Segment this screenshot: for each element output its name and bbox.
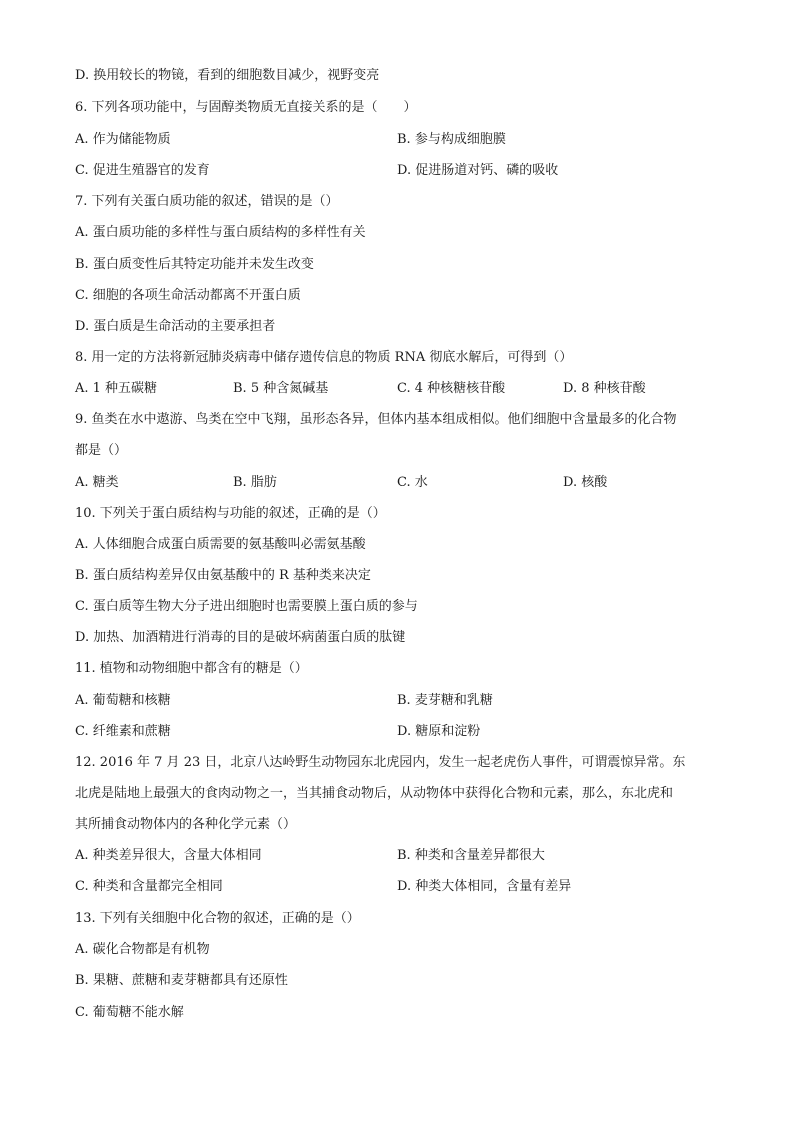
q11-option-c: C. 纤维素和蔗糖	[75, 724, 171, 739]
q12-option-a: A. 种类差异很大，含量大体相同	[75, 848, 262, 863]
question-12-stem-line1: 12. 2016 年 7 月 23 日，北京八达岭野生动物园东北虎园内，发生一起老虎伤人事件，可谓震惊异常。东	[75, 755, 686, 770]
q8-option-b: B. 5 种含氮碱基	[233, 381, 329, 396]
question-12-options-row2	[75, 877, 734, 897]
question-9-stem-line1: 9. 鱼类在水中遨游、鸟类在空中飞翔，虽形态各异，但体内基本组成相似。他们细胞中含量最多的化合物	[75, 412, 677, 427]
question-6-options-row2	[75, 161, 734, 181]
q7-option-a: A. 蛋白质功能的多样性与蛋白质结构的多样性有关	[75, 225, 366, 240]
question-11-options-row2	[75, 722, 734, 742]
q13-option-b: B. 果糖、蔗糖和麦芽糖都具有还原性	[75, 973, 288, 988]
question-8-options	[75, 379, 734, 399]
q6-option-c: C. 促进生殖器官的发育	[75, 163, 210, 178]
q8-option-a: A. 1 种五碳糖	[75, 381, 158, 396]
q12-option-c: C. 种类和含量都完全相同	[75, 879, 223, 894]
q5-option-d: D. 换用较长的物镜，看到的细胞数目减少，视野变亮	[75, 68, 380, 83]
q11-option-a: A. 葡萄糖和核糖	[75, 693, 171, 708]
q9-option-d: D. 核酸	[563, 475, 608, 490]
question-12-options-row1	[75, 846, 734, 866]
q12-option-d: D. 种类大体相同，含量有差异	[397, 879, 572, 894]
question-8-stem: 8. 用一定的方法将新冠肺炎病毒中储存遗传信息的物质 RNA 彻底水解后，可得到（）	[75, 350, 573, 365]
q6-option-d: D. 促进肠道对钙、磷的吸收	[397, 163, 559, 178]
question-13-stem: 13. 下列有关细胞中化合物的叙述，正确的是（）	[75, 911, 360, 926]
q11-option-d: D. 糖原和淀粉	[397, 724, 481, 739]
question-6-stem: 6. 下列各项功能中，与固醇类物质无直接关系的是（ ）	[75, 100, 417, 115]
q12-option-b: B. 种类和含量差异都很大	[397, 848, 545, 863]
question-6-options-row1	[75, 130, 734, 150]
q13-option-c: C. 葡萄糖不能水解	[75, 1005, 184, 1020]
q10-option-a: A. 人体细胞合成蛋白质需要的氨基酸叫必需氨基酸	[75, 537, 366, 552]
question-12-stem-line3: 其所捕食动物体内的各种化学元素（）	[75, 817, 297, 832]
q11-option-b: B. 麦芽糖和乳糖	[397, 693, 493, 708]
question-11-options-row1	[75, 691, 734, 711]
question-9-options	[75, 473, 734, 493]
q13-option-a: A. 碳化合物都是有机物	[75, 942, 210, 957]
q9-option-a: A. 糖类	[75, 475, 119, 490]
q10-option-d: D. 加热、加酒精进行消毒的目的是破坏病菌蛋白质的肽键	[75, 630, 406, 645]
q9-option-c: C. 水	[397, 475, 428, 490]
question-9-stem-line2: 都是（）	[75, 443, 128, 458]
question-7-stem: 7. 下列有关蛋白质功能的叙述，错误的是（）	[75, 194, 339, 209]
question-11-stem: 11. 植物和动物细胞中都含有的糖是（）	[75, 661, 308, 676]
q7-option-c: C. 细胞的各项生命活动都离不开蛋白质	[75, 288, 301, 303]
q6-option-b: B. 参与构成细胞膜	[397, 132, 506, 147]
q7-option-b: B. 蛋白质变性后其特定功能并未发生改变	[75, 257, 314, 272]
q7-option-d: D. 蛋白质是生命活动的主要承担者	[75, 319, 276, 334]
q10-option-c: C. 蛋白质等生物大分子进出细胞时也需要膜上蛋白质的参与	[75, 599, 418, 614]
q6-option-a: A. 作为储能物质	[75, 132, 171, 147]
question-10-stem: 10. 下列关于蛋白质结构与功能的叙述，正确的是（）	[75, 506, 386, 521]
question-12-stem-line2: 北虎是陆地上最强大的食肉动物之一，当其捕食动物后，从动物体中获得化合物和元素，那么，东北虎和	[75, 786, 674, 801]
q10-option-b: B. 蛋白质结构差异仅由氨基酸中的 R 基种类来决定	[75, 568, 371, 583]
q9-option-b: B. 脂肪	[233, 475, 277, 490]
q8-option-d: D. 8 种核苷酸	[563, 381, 646, 396]
q8-option-c: C. 4 种核糖核苷酸	[397, 381, 506, 396]
